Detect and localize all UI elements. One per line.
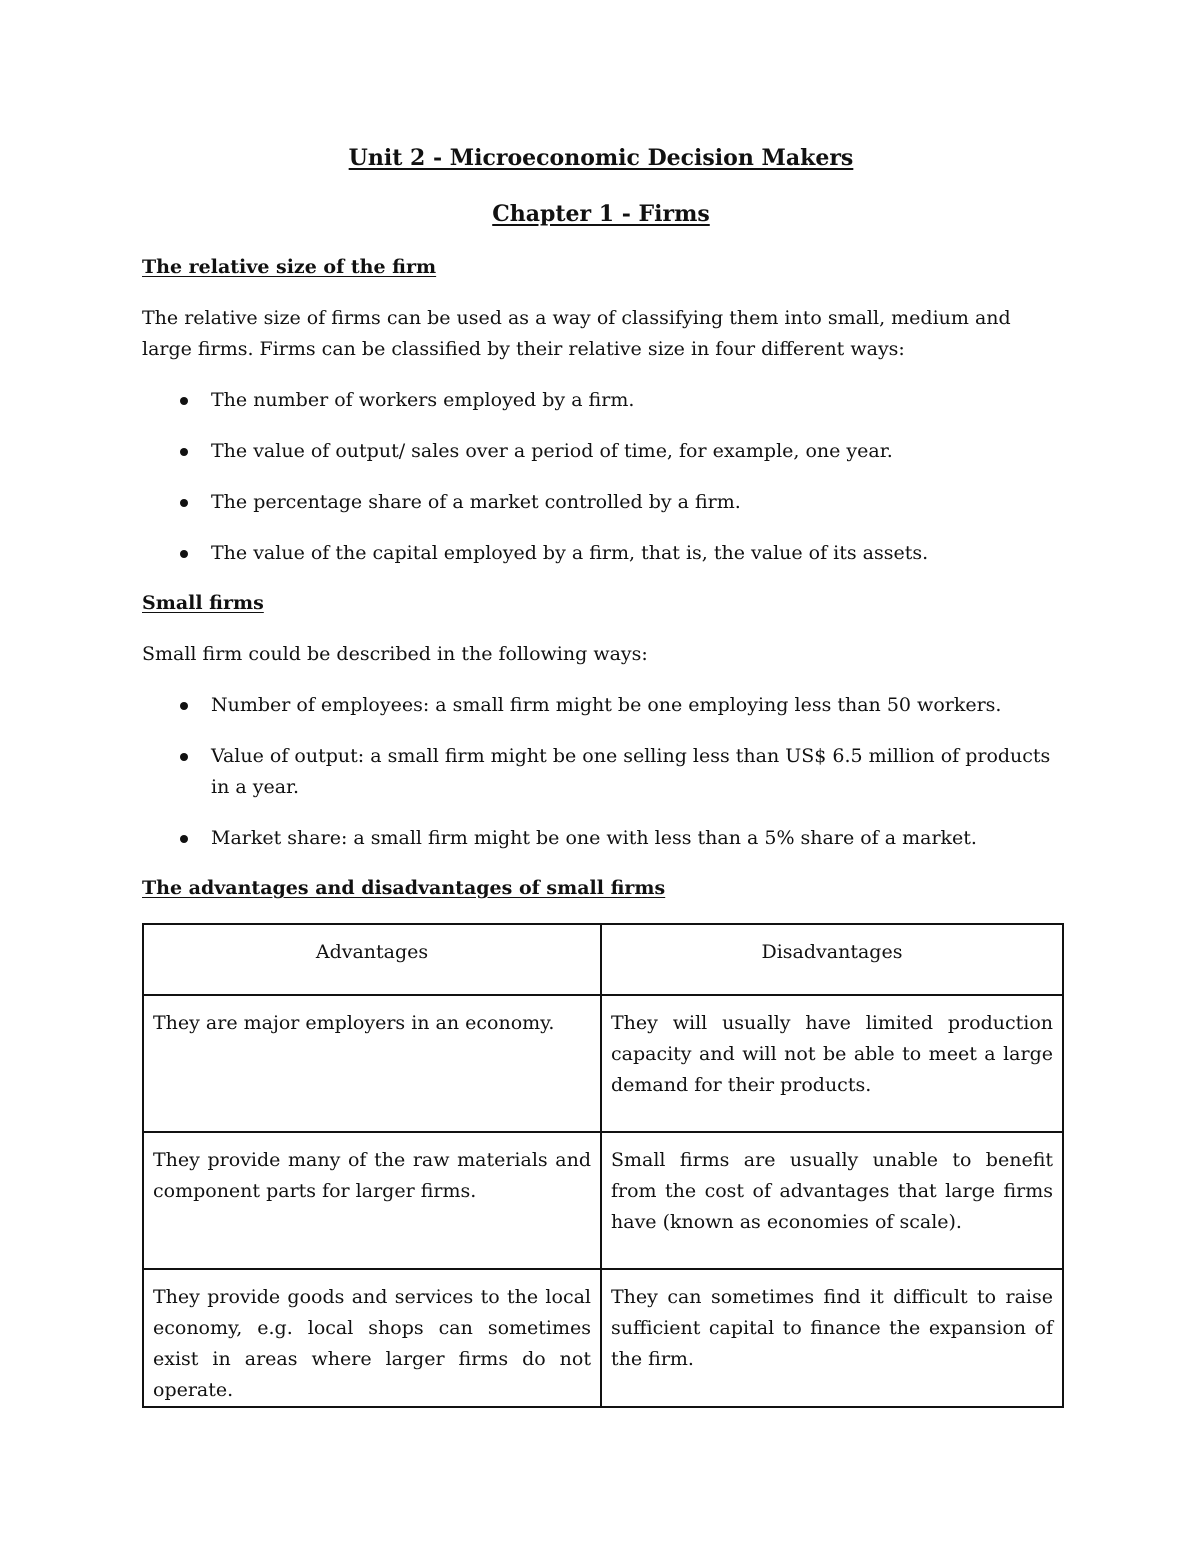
bullet-icon — [180, 499, 188, 507]
table-row — [143, 1132, 1063, 1269]
table-header-row — [143, 924, 1063, 995]
bullet-icon — [180, 753, 188, 761]
list-item-text: Number of employees: a small firm might be one employing less than 50 workers. — [211, 694, 1002, 716]
list-item-text: Value of output: a small firm might be one selling less than US$ 6.5 million of products in a year. — [211, 745, 1051, 798]
bullet-icon — [180, 397, 188, 405]
table-row — [143, 1269, 1063, 1407]
bullet-icon — [180, 835, 188, 843]
column-header-advantages: Advantages — [143, 924, 601, 995]
list-item-text: The percentage share of a market controlled by a firm. — [211, 491, 741, 513]
bullet-icon — [180, 448, 188, 456]
table-cell-disadvantage: They can sometimes find it difficult to raise sufficient capital to finance the expansion of the firm. — [601, 1269, 1063, 1407]
table-row — [143, 995, 1063, 1132]
small-firms-intro: Small firm could be described in the following ways: — [142, 643, 648, 665]
list-item-text: The value of the capital employed by a firm, that is, the value of its assets. — [211, 542, 929, 564]
chapter-title: Chapter 1 - Firms — [492, 201, 710, 227]
bullet-icon — [180, 702, 188, 710]
unit-title: Unit 2 - Microeconomic Decision Makers — [348, 145, 854, 171]
relative-size-intro: The relative size of firms can be used as a way of classifying them into small, medium and large firms. Firms can be classified by their relative size in four different ways: — [142, 307, 1011, 360]
table-cell-advantage: They provide goods and services to the local economy, e.g. local shops can sometimes exist in areas where larger firms do not operate. — [143, 1269, 601, 1407]
table-cell-disadvantage: They will usually have limited production capacity and will not be able to meet a large demand for their products. — [601, 995, 1063, 1132]
bullet-icon — [180, 550, 188, 558]
list-item-text: The value of output/ sales over a period of time, for example, one year. — [211, 440, 893, 462]
list-item-text: The number of workers employed by a firm. — [211, 389, 635, 411]
table-cell-disadvantage: Small firms are usually unable to benefit from the cost of advantages that large firms have (known as economies of scale). — [601, 1132, 1063, 1269]
list-item-text: Market share: a small firm might be one with less than a 5% share of a market. — [211, 827, 977, 849]
table-cell-advantage: They provide many of the raw materials and component parts for larger firms. — [143, 1132, 601, 1269]
section-heading-relative-size: The relative size of the firm — [142, 256, 437, 278]
section-heading-small-firms: Small firms — [142, 592, 264, 614]
table-cell-advantage: They are major employers in an economy. — [143, 995, 601, 1132]
section-heading-advantages: The advantages and disadvantages of small firms — [142, 877, 666, 899]
advantages-disadvantages-table — [142, 923, 1064, 1408]
column-header-disadvantages: Disadvantages — [601, 924, 1063, 995]
